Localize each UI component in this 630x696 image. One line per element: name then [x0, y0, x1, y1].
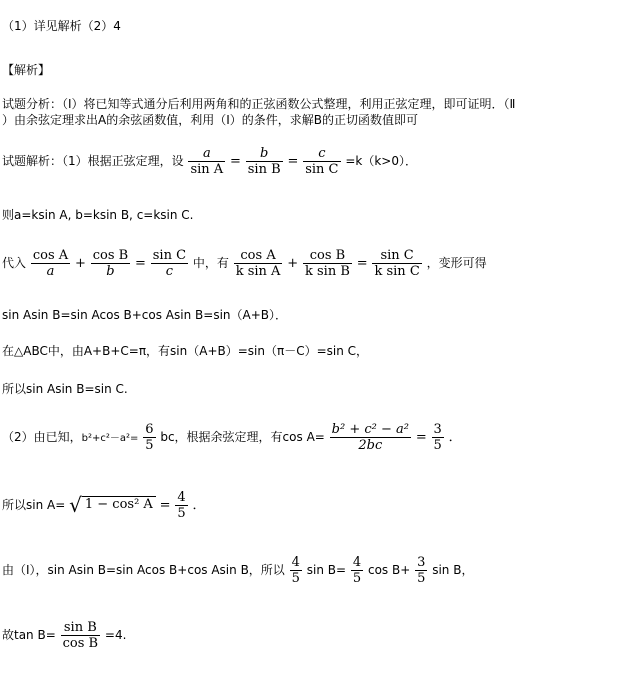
fraction-four-fifths: $\frac{4}{5}$ [177, 490, 186, 521]
sqrt-expression: √ 1 − cos² A [69, 498, 156, 513]
fraction-four-fifths-b: $\frac{4}{5}$ [352, 555, 362, 586]
solution-p2: 则a=ksin A, b=ksin B, c=ksin C. [2, 208, 194, 222]
p1-suffix: =k（k>0）． [345, 154, 417, 168]
fraction-six-fifths: $\frac{6}{5}$ [145, 422, 154, 453]
fraction-sinB-over-cosB: $\frac{\text{sin B}}{\text{cos B}}$ [62, 620, 99, 651]
fraction-three-fifths: $\frac{3}{5}$ [433, 422, 442, 453]
solution-p4: sin Asin B=sin Acos B+cos Asin B=sin（A+B）． [2, 308, 288, 322]
fraction-cosA-over-ksinA: $\frac{\text{cos A}}{\text{k sin A}}$ [235, 248, 281, 279]
solution-p7: （2）由已知，b²+c²－a²= $\frac{6}{5}$ bc，根据余弦定理，有cos A= $\frac{\text{b² + c² − a²}}{2bc}$ = $\frac{3}{5}$ ． [2, 422, 462, 453]
fraction-cosine-rule: $\frac{\text{b² + c² − a²}}{2bc}$ [331, 422, 409, 453]
fraction-cosB-over-ksinB: $\frac{\text{cos B}}{\text{k sin B}}$ [305, 248, 350, 279]
fraction-b-over-sinB: $\frac{b}{\text{sin B}}$ [247, 146, 281, 177]
fraction-c-over-sinC: $\frac{c}{\text{sin C}}$ [305, 146, 339, 177]
solution-p5: 在△ABC中，由A+B+C=π，有sin（A+B）=sin（π－C）=sin C， [2, 344, 369, 358]
solution-p6: 所以sin Asin B=sin C. [2, 382, 128, 396]
p1-prefix: 试题解析：（1）根据正弦定理，设 [2, 154, 184, 168]
analysis-line-1: 试题分析：（Ⅰ）将已知等式通分后利用两角和的正弦函数公式整理，利用正弦定理，即可证明．（Ⅱ [2, 97, 516, 111]
fraction-cosB-over-b: $\frac{\text{cos B}}{b}$ [92, 248, 129, 279]
solution-p3: 代入 $\frac{\text{cos A}}{a}$ + $\frac{\text{cos B}}{b}$ = $\frac{\text{sin C}}{c}$ 中，有 $\frac{\text{cos A}}{\text{k sin A}}$ + $\frac{\text{cos B}}{\text{k sin B}}$ = $\frac{\text{sin C}}{\text{k sin C}}$ ，变形可得 [2, 248, 487, 279]
fraction-cosA-over-a: $\frac{\text{cos A}}{a}$ [32, 248, 69, 279]
fraction-three-fifths-b: $\frac{3}{5}$ [417, 555, 426, 586]
section-title: 【解析】 [2, 63, 51, 77]
solution-p8: 所以sin A= √ 1 − cos² A = $\frac{4}{5}$ ． [2, 490, 206, 521]
solution-p9: 由（Ⅰ），sin Asin B=sin Acos B+cos Asin B，所以 $\frac{4}{5}$ sin B= $\frac{4}{5}$ cos B+ $\frac{3}{5}$ sin B， [2, 555, 474, 586]
analysis-line-2: ）由余弦定理求出A的余弦函数值，利用（Ⅰ）的条件，求解B的正切函数值即可 [2, 113, 418, 127]
fraction-sinC-over-c: $\frac{\text{sin C}}{c}$ [152, 248, 187, 279]
fraction-a-over-sinA: $\frac{a}{\text{sin A}}$ [190, 146, 224, 177]
fraction-four-fifths-a: $\frac{4}{5}$ [291, 555, 300, 586]
solution-p1: 试题解析：（1）根据正弦定理，设 $\frac{a}{\text{sin A}}$ = $\frac{b}{\text{sin B}}$ = $\frac{c}{\text{sin C}}$ =k（k>0）． [2, 146, 417, 177]
solution-p10: 故tan B= $\frac{\text{sin B}}{\text{cos B}}$ =4. [2, 620, 127, 651]
fraction-sinC-over-ksinC: $\frac{\text{sin C}}{\text{k sin C}}$ [374, 248, 420, 279]
answer-summary: （1）详见解析（2）4 [2, 19, 121, 33]
